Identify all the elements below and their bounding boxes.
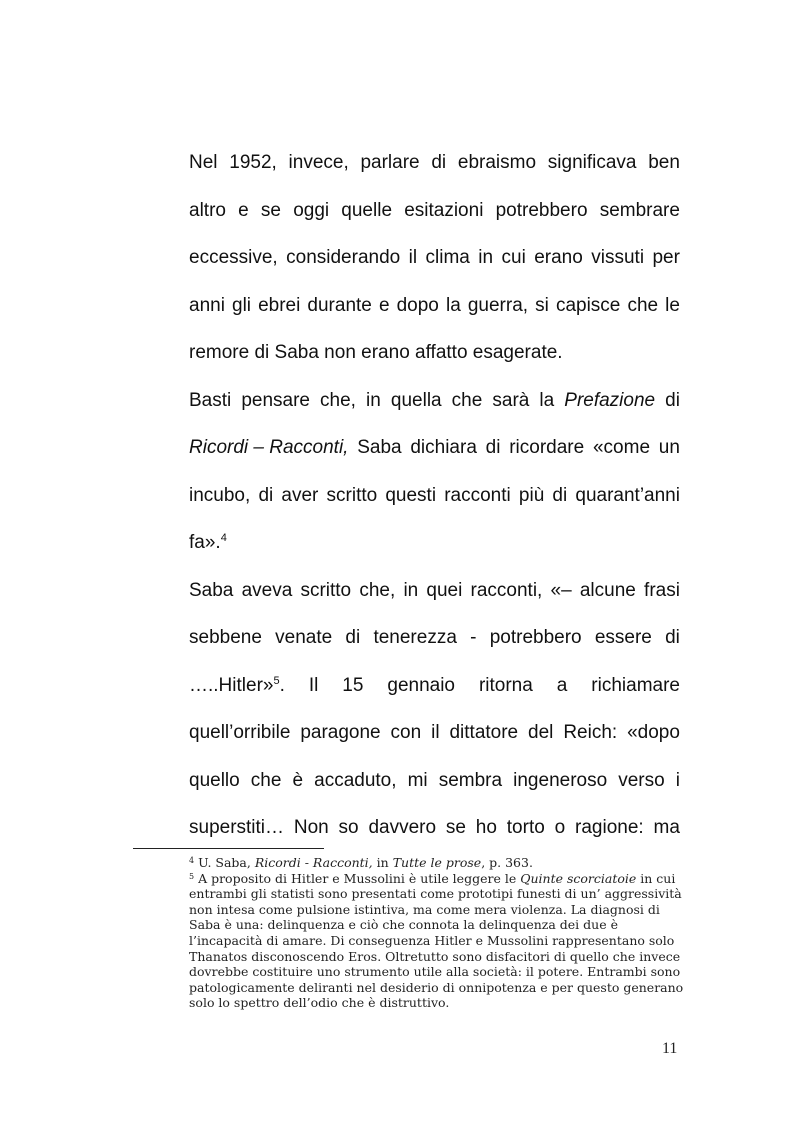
work-title-ricordi-racconti: Ricordi – Racconti,	[189, 437, 349, 458]
p1-line-3: eccessive, considerando il clima in cui erano vissuti per	[189, 247, 680, 268]
main-text	[189, 139, 680, 852]
footnote-5-line: patologicamente deliranti nel desiderio di onnipotenza e per questo generano	[189, 979, 684, 995]
p3-line-6: superstiti… Non so davvero se ho torto o ragione: ma	[189, 817, 680, 838]
p2-line-1: Basti pensare che, in quella che sarà la Prefazione di	[189, 377, 680, 425]
footnote-5-line: solo lo spettro dell’odio che è distruttivo.	[189, 995, 450, 1011]
footnote-5-line: non intesa come pulsione istintiva, ma come mera violenza. La diagnosi di	[189, 901, 660, 917]
footnotes	[189, 855, 684, 1011]
p2-line-3: incubo, di aver scritto questi racconti più di quarant’anni	[189, 484, 680, 506]
footnote-5-line: entrambi gli statisti sono presentati come prototipi funesti di un’ aggressività	[189, 886, 682, 902]
p3-line-4: quell’orribile paragone con il dittatore del Reich: «dopo	[189, 722, 680, 743]
footnote-5-line: dovrebbe costituire uno strumento utile alla società: il potere. Entrambi sono	[189, 964, 681, 980]
footnote-5-line: Saba è una: delinquenza e ciò che connota la delinquenza dei due è	[189, 917, 618, 933]
footnote-ref-5[interactable]: 5	[273, 674, 280, 687]
page-number: 11	[662, 1040, 678, 1057]
p2-line-4: fa».$^4$	[189, 532, 227, 553]
p1-line-4: anni gli ebrei durante e dopo la guerra, si capisce che le	[189, 294, 680, 316]
footnote-ref-4[interactable]: 4	[220, 532, 227, 544]
work-title-prefazione: Prefazione	[564, 389, 656, 411]
p1-line-1: Nel 1952, invece, parlare di ebraismo significava ben	[189, 152, 680, 173]
footnote-separator	[133, 848, 324, 849]
footnote-5: $^5$ A proposito di Hitler e Mussolini è utile leggere le Quinte scorciatoie in cui	[189, 870, 676, 886]
p3-line-5: quello che è accaduto, mi sembra ingeneroso verso i	[189, 769, 680, 791]
p3-line-1: Saba aveva scritto che, in quei racconti, «– alcune frasi	[189, 579, 680, 601]
p3-line-3: …..Hitler»$^5$. Il 15 gennaio ritorna a richiamare	[189, 674, 680, 696]
footnote-5-line: Thanatos disconoscendo Eros. Oltretutto sono disfacitori di quello che invece	[189, 948, 681, 964]
footnote-4: $^4$ U. Saba, Ricordi - Racconti, in Tutte le prose, p. 363.	[189, 855, 533, 870]
p1-line-2: altro e se oggi quelle esitazioni potrebbero sembrare	[189, 199, 680, 221]
footnote-5-line: l’incapacità di amare. Di conseguenza Hitler e Mussolini rappresentano solo	[189, 932, 675, 948]
p3-line-2: sebbene venate di tenerezza - potrebbero essere di	[189, 627, 680, 648]
p2-line-2: Ricordi – Racconti, Saba dichiara di ricordare «come un	[189, 424, 680, 472]
p1-line-5: remore di Saba non erano affatto esagerate.	[189, 342, 563, 363]
